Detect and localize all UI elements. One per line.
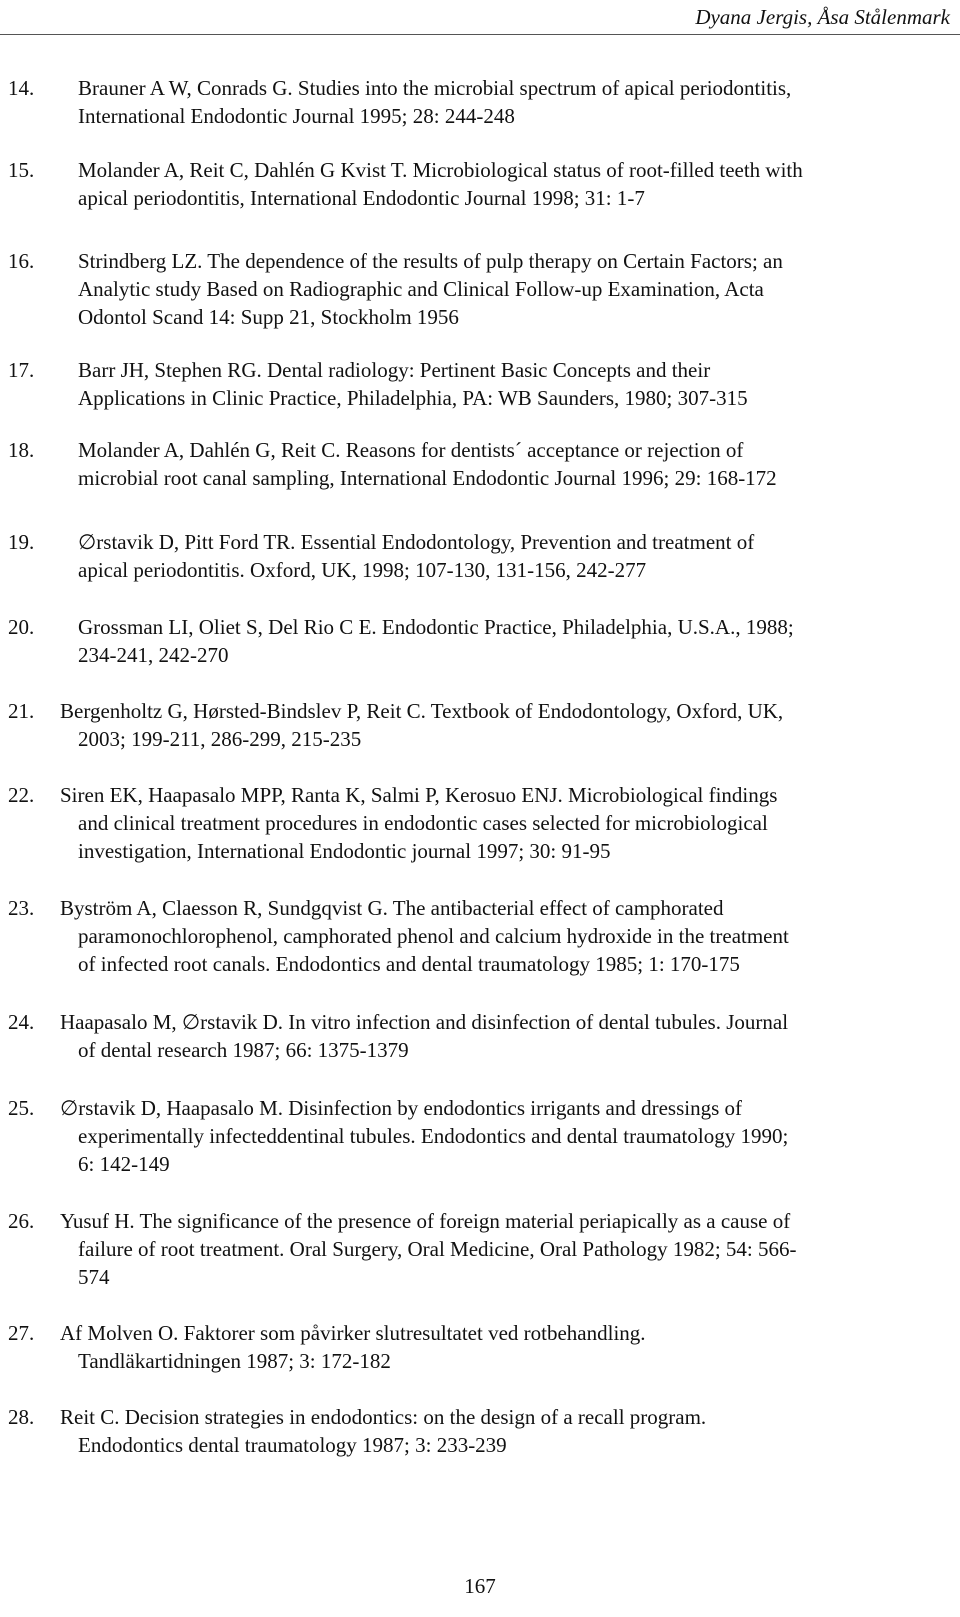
reference-text-line: Tandläkartidningen 1987; 3: 172-182	[78, 1349, 391, 1373]
reference-number: 27.	[8, 1321, 35, 1345]
reference-text-line: 234-241, 242-270	[78, 643, 229, 667]
running-header	[0, 0, 960, 35]
reference-number: 21.	[8, 699, 35, 723]
reference-text-line: Reit C. Decision strategies in endodontics: on the design of a recall program.	[60, 1405, 707, 1429]
reference-text-line: microbial root canal sampling, International Endodontic Journal 1996; 29: 168-172	[78, 466, 777, 490]
reference-text-line: of infected root canals. Endodontics and dental traumatology 1985; 1: 170-175	[78, 952, 740, 976]
reference-text-line: ∅rstavik D, Pitt Ford TR. Essential Endodontology, Prevention and treatment of	[78, 530, 755, 554]
page-number: 167	[464, 1574, 496, 1598]
header-authors: Dyana Jergis, Åsa Stålenmark	[695, 5, 950, 29]
reference-text-line: Byström A, Claesson R, Sundgqvist G. The antibacterial effect of camphorated	[60, 896, 724, 920]
reference-text-line: Af Molven O. Faktorer som påvirker slutresultatet ved rotbehandling.	[60, 1321, 646, 1345]
reference-text-line: apical periodontitis. Oxford, UK, 1998; 107-130, 131-156, 242-277	[78, 558, 647, 582]
reference-text-line: of dental research 1987; 66: 1375-1379	[78, 1038, 409, 1062]
reference-number: 20.	[8, 615, 35, 639]
reference-text-line: Molander A, Dahlén G, Reit C. Reasons for dentists´ acceptance or rejection of	[78, 438, 744, 462]
reference-text-line: Endodontics dental traumatology 1987; 3: 233-239	[78, 1433, 507, 1457]
reference-number: 16.	[8, 249, 35, 273]
reference-text-line: International Endodontic Journal 1995; 28: 244-248	[78, 104, 515, 128]
reference-number: 28.	[8, 1405, 35, 1429]
reference-text-line: Analytic study Based on Radiographic and Clinical Follow-up Examination, Acta	[78, 277, 764, 301]
reference-text-line: and clinical treatment procedures in endodontic cases selected for microbiological	[78, 811, 768, 835]
reference-number: 26.	[8, 1209, 35, 1233]
reference-text-line: paramonochlorophenol, camphorated phenol and calcium hydroxide in the treatment	[78, 924, 789, 948]
reference-text-line: experimentally infecteddentinal tubules. Endodontics and dental traumatology 1990;	[78, 1124, 789, 1148]
reference-number: 25.	[8, 1096, 35, 1120]
reference-text-line: Strindberg LZ. The dependence of the results of pulp therapy on Certain Factors; an	[78, 249, 783, 273]
reference-text-line: Odontol Scand 14: Supp 21, Stockholm 1956	[78, 305, 459, 329]
reference-text-line: Brauner A W, Conrads G. Studies into the microbial spectrum of apical periodontitis,	[78, 76, 792, 100]
reference-text-line: Haapasalo M, ∅rstavik D. In vitro infection and disinfection of dental tubules. Journal	[60, 1010, 789, 1034]
reference-text-line: Applications in Clinic Practice, Philadelphia, PA: WB Saunders, 1980; 307-315	[78, 386, 748, 410]
reference-text-line: Grossman LI, Oliet S, Del Rio C E. Endodontic Practice, Philadelphia, U.S.A., 1988;	[78, 615, 794, 639]
reference-text-line: Siren EK, Haapasalo MPP, Ranta K, Salmi P, Kerosuo ENJ. Microbiological findings	[60, 783, 778, 807]
reference-text-line: failure of root treatment. Oral Surgery, Oral Medicine, Oral Pathology 1982; 54: 566-	[78, 1237, 797, 1261]
reference-number: 22.	[8, 783, 35, 807]
reference-number: 17.	[8, 358, 35, 382]
reference-text-line: 574	[78, 1265, 110, 1289]
reference-text-line: ∅rstavik D, Haapasalo M. Disinfection by endodontics irrigants and dressings of	[60, 1096, 742, 1120]
reference-number: 14.	[8, 76, 35, 100]
reference-number: 23.	[8, 896, 35, 920]
reference-number: 19.	[8, 530, 35, 554]
reference-text-line: 6: 142-149	[78, 1152, 170, 1176]
reference-text-line: apical periodontitis, International Endodontic Journal 1998; 31: 1-7	[78, 186, 645, 210]
reference-text-line: Bergenholtz G, Hørsted-Bindslev P, Reit C. Textbook of Endodontology, Oxford, UK,	[60, 699, 784, 723]
reference-text-line: Molander A, Reit C, Dahlén G Kvist T. Microbiological status of root-filled teeth with	[78, 158, 803, 182]
reference-text-line: investigation, International Endodontic journal 1997; 30: 91-95	[78, 839, 611, 863]
reference-number: 15.	[8, 158, 35, 182]
reference-number: 24.	[8, 1010, 35, 1034]
reference-text-line: 2003; 199-211, 286-299, 215-235	[78, 727, 362, 751]
reference-text-line: Yusuf H. The significance of the presence of foreign material periapically as a cause of	[60, 1209, 791, 1233]
reference-number: 18.	[8, 438, 35, 462]
reference-text-line: Barr JH, Stephen RG. Dental radiology: Pertinent Basic Concepts and their	[78, 358, 711, 382]
